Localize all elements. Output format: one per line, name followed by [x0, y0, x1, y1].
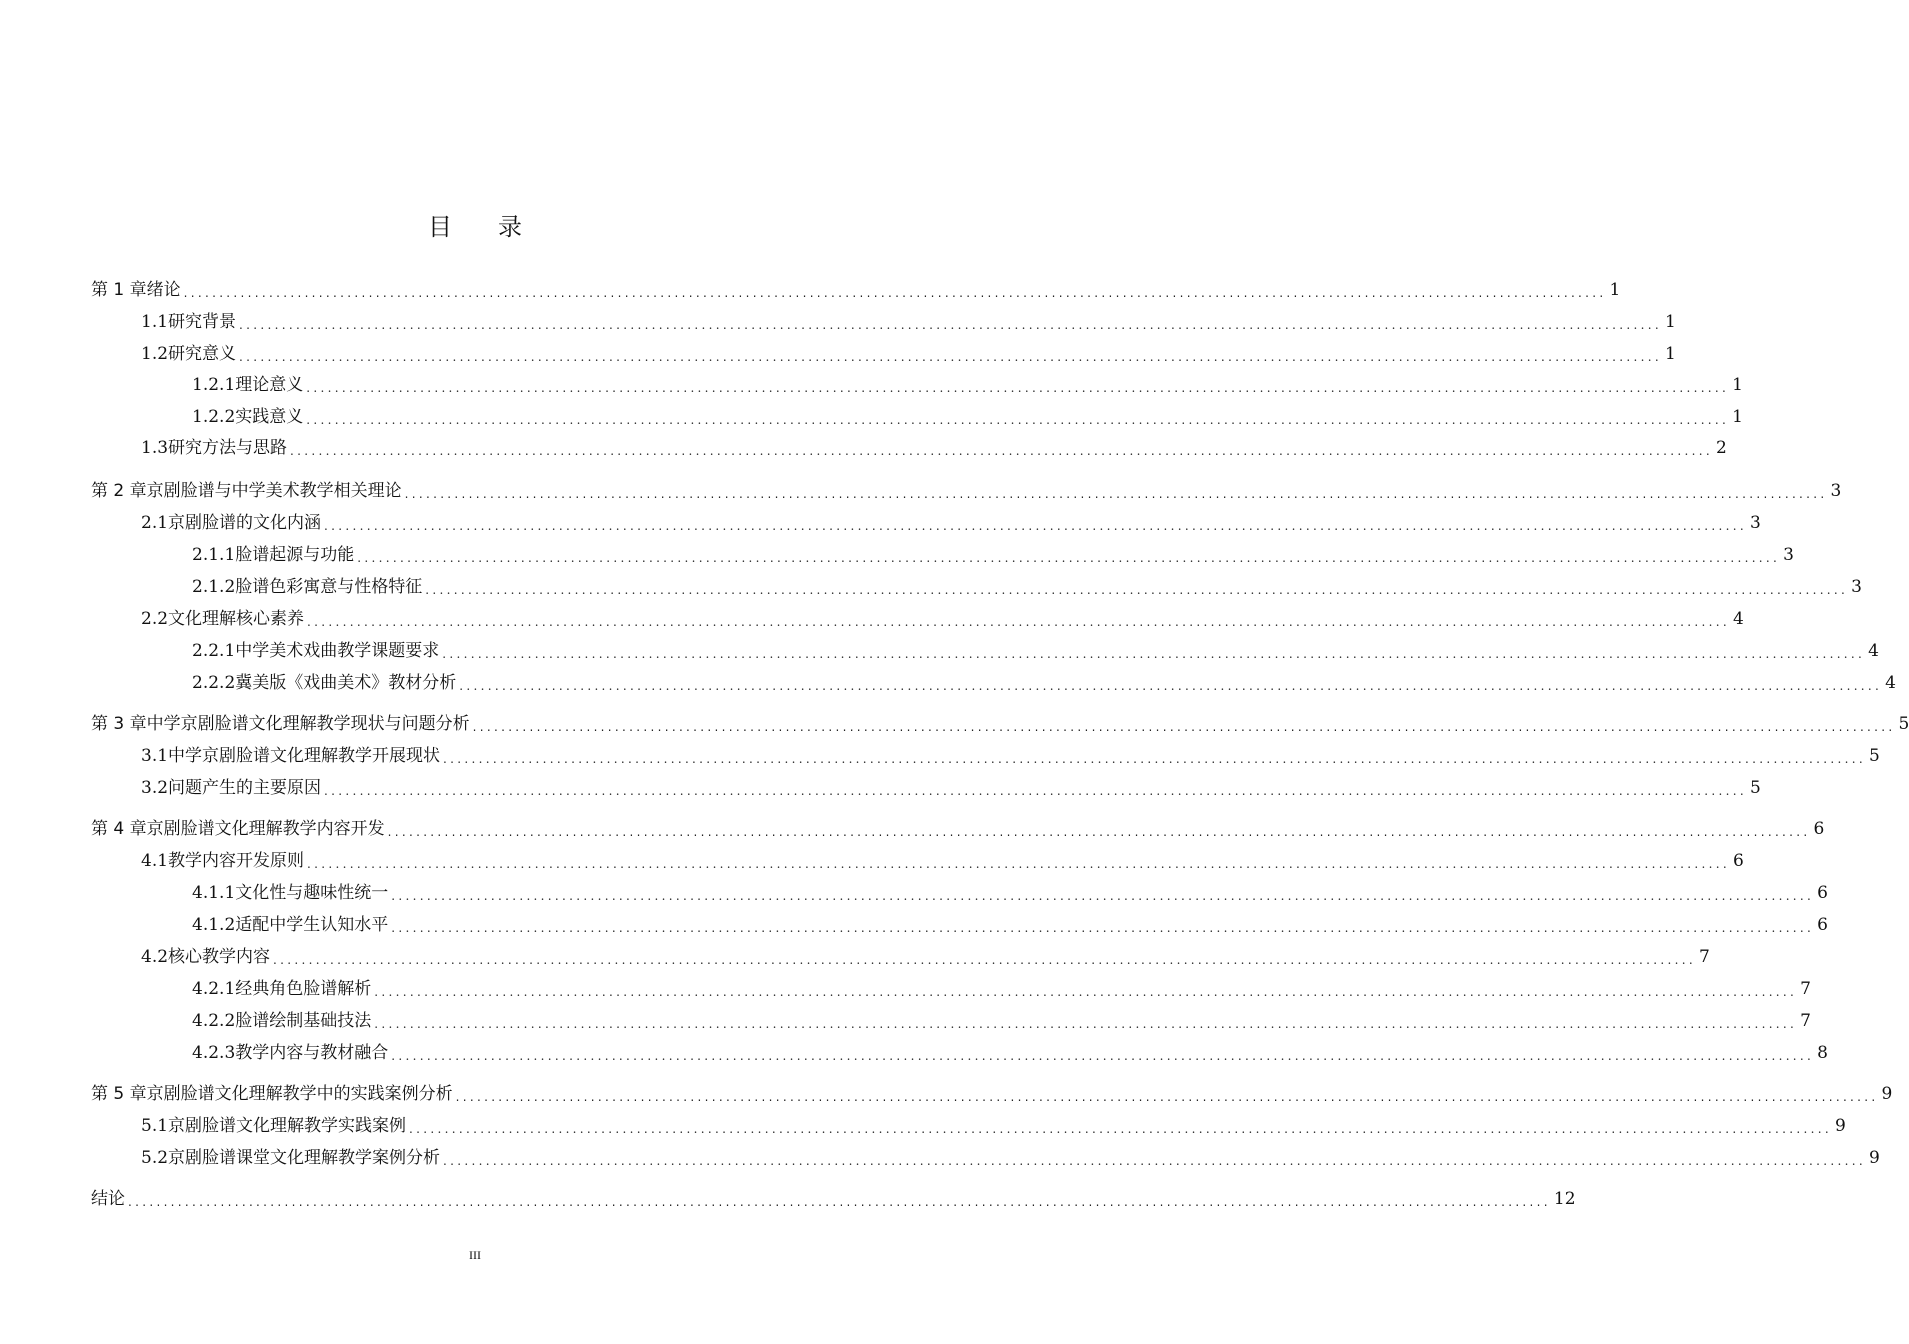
dot-leader: ........................................................................................................................................................................................................ — [273, 953, 1696, 967]
toc-entry-label: 教学内容与教材融合 — [235, 1043, 389, 1063]
toc-entry-page: 8 — [1817, 1043, 1828, 1063]
toc-entry-number: 4.2 — [141, 947, 169, 967]
dot-leader: ........................................................................................................................................................................................................ — [290, 444, 1713, 458]
toc-entry-page: 7 — [1800, 1011, 1811, 1031]
toc-entry-page: 6 — [1732, 851, 1744, 871]
toc-entry-label: 问题产生的主要原因 — [168, 778, 322, 798]
toc-entry-label: 研究意义 — [168, 344, 237, 364]
toc-entry-page: 2 — [1715, 438, 1727, 458]
dot-leader: ........................................................................................................................................................................................................ — [307, 615, 1730, 629]
toc-entry-page: 1 — [1664, 312, 1676, 332]
toc-entry[interactable] — [192, 913, 1828, 937]
toc-entry-page: 4 — [1732, 609, 1744, 629]
toc-entry[interactable] — [192, 671, 1896, 695]
toc-entry[interactable] — [192, 405, 1743, 429]
toc-entry[interactable] — [91, 1082, 1893, 1106]
toc-entry-number: 第 1 章 — [91, 280, 147, 300]
toc-entry-number: 5.2 — [141, 1148, 169, 1168]
dot-leader: ........................................................................................................................................................................................................ — [409, 1122, 1832, 1136]
toc-entry[interactable] — [192, 543, 1794, 567]
toc-title-char-1: 目 — [428, 213, 452, 241]
dot-leader: ........................................................................................................................................................................................................ — [443, 752, 1866, 766]
toc-entry-page: 12 — [1553, 1189, 1576, 1209]
toc-entry-page: 5 — [1749, 778, 1761, 798]
toc-entry[interactable] — [192, 639, 1879, 663]
toc-entry-page: 6 — [1813, 819, 1825, 839]
toc-entry[interactable] — [91, 817, 1825, 841]
toc-entry-page: 6 — [1817, 883, 1828, 903]
toc-entry-number: 4.2.3 — [192, 1043, 236, 1063]
toc-entry-label: 脸谱色彩寓意与性格特征 — [235, 577, 423, 597]
toc-entry[interactable] — [141, 607, 1744, 631]
toc-entry-page: 3 — [1749, 513, 1761, 533]
toc-entry-page: 1 — [1609, 280, 1621, 300]
toc-entry-label: 实践意义 — [235, 407, 304, 427]
toc-entry[interactable] — [141, 342, 1676, 366]
toc-entry-page: 1 — [1664, 344, 1676, 364]
toc-entry[interactable] — [141, 310, 1676, 334]
toc-entry-label: 中学美术戏曲教学课题要求 — [235, 641, 440, 661]
toc-entry[interactable] — [192, 373, 1743, 397]
toc-entry-label: 绪论 — [146, 280, 181, 300]
dot-leader: ........................................................................................................................................................................................................ — [391, 889, 1815, 903]
toc-entry-number: 1.1 — [141, 312, 169, 332]
toc-title-char-2: 录 — [498, 213, 522, 241]
toc-entry[interactable] — [141, 511, 1761, 535]
toc-entry-page: 5 — [1898, 714, 1909, 734]
toc-entry-number: 4.1 — [141, 851, 169, 871]
toc-entry-number: 第 5 章 — [91, 1084, 147, 1104]
toc-entry-page: 4 — [1868, 641, 1879, 661]
toc-entry-label: 适配中学生认知水平 — [235, 915, 389, 935]
toc-entry-label: 京剧脸谱文化理解教学实践案例 — [168, 1116, 407, 1136]
toc-entry-page: 7 — [1800, 979, 1811, 999]
toc-entry-page: 1 — [1732, 375, 1743, 395]
toc-entry-label: 京剧脸谱的文化内涵 — [168, 513, 322, 533]
dot-leader: ........................................................................................................................................................................................................ — [442, 647, 1866, 661]
toc-entry-label: 理论意义 — [235, 375, 304, 395]
toc-entry-page: 1 — [1732, 407, 1743, 427]
dot-leader: ........................................................................................................................................................................................................ — [183, 286, 1607, 300]
toc-entry-label: 中学京剧脸谱文化理解教学开展现状 — [168, 746, 441, 766]
toc-entry[interactable] — [91, 278, 1621, 302]
toc-entry-page: 7 — [1698, 947, 1710, 967]
toc-entry[interactable] — [192, 881, 1828, 905]
toc-entry-number: 2.1.2 — [192, 577, 236, 597]
toc-entry[interactable] — [91, 712, 1909, 736]
toc-entry-number: 2.1.1 — [192, 545, 236, 565]
dot-leader: ........................................................................................................................................................................................................ — [472, 720, 1896, 734]
toc-entry-page: 3 — [1783, 545, 1794, 565]
toc-entry-label: 脸谱起源与功能 — [235, 545, 355, 565]
toc-entry-number: 3.1 — [141, 746, 169, 766]
dot-leader: ........................................................................................................................................................................................................ — [374, 985, 1798, 999]
toc-entry-label: 文化性与趣味性统一 — [235, 883, 389, 903]
dot-leader: ........................................................................................................................................................................................................ — [459, 679, 1883, 693]
toc-entry-page: 9 — [1881, 1084, 1893, 1104]
toc-entry-number: 4.2.2 — [192, 1011, 236, 1031]
toc-entry-label: 研究背景 — [168, 312, 237, 332]
dot-leader: ........................................................................................................................................................................................................ — [443, 1154, 1866, 1168]
page-footer-number: III — [469, 1248, 481, 1262]
toc-entry-number: 4.2.1 — [192, 979, 236, 999]
toc-entry-number: 2.2 — [141, 609, 169, 629]
toc-entry-number: 第 4 章 — [91, 819, 147, 839]
dot-leader: ........................................................................................................................................................................................................ — [357, 551, 1781, 565]
dot-leader: ........................................................................................................................................................................................................ — [387, 825, 1811, 839]
toc-entry-number: 3.2 — [141, 778, 169, 798]
dot-leader: ........................................................................................................................................................................................................ — [391, 1049, 1815, 1063]
toc-entry-page: 9 — [1868, 1148, 1880, 1168]
toc-entry[interactable] — [141, 436, 1727, 460]
toc-entry-number: 1.3 — [141, 438, 169, 458]
dot-leader: ........................................................................................................................................................................................................ — [239, 350, 1662, 364]
dot-leader: ........................................................................................................................................................................................................ — [455, 1090, 1879, 1104]
dot-leader: ........................................................................................................................................................................................................ — [391, 921, 1815, 935]
toc-entry-label: 京剧脸谱与中学美术教学相关理论 — [146, 481, 402, 501]
toc-entry-number: 1.2 — [141, 344, 169, 364]
toc-entry-page: 5 — [1868, 746, 1880, 766]
toc-entry[interactable] — [91, 1187, 1576, 1211]
toc-entry-label: 冀美版《戏曲美术》教材分析 — [235, 673, 457, 693]
toc-entry[interactable] — [141, 776, 1761, 800]
toc-entry[interactable] — [192, 1009, 1811, 1033]
toc-entry-page: 3 — [1830, 481, 1842, 501]
toc-entry-label: 教学内容开发原则 — [168, 851, 305, 871]
toc-entry-number: 2.2.1 — [192, 641, 236, 661]
toc-entry-page: 9 — [1834, 1116, 1846, 1136]
toc-entry-label: 结论 — [91, 1189, 125, 1209]
toc-entry-number: 2.2.2 — [192, 673, 236, 693]
toc-entry[interactable] — [192, 1041, 1828, 1065]
dot-leader: ........................................................................................................................................................................................................ — [324, 784, 1747, 798]
toc-entry[interactable] — [141, 744, 1880, 768]
toc-title — [0, 207, 950, 242]
dot-leader: ........................................................................................................................................................................................................ — [324, 519, 1747, 533]
toc-entry-label: 京剧脸谱课堂文化理解教学案例分析 — [168, 1148, 441, 1168]
toc-entry-label: 文化理解核心素养 — [168, 609, 305, 629]
toc-entry-page: 6 — [1817, 915, 1828, 935]
toc-entry-label: 京剧脸谱文化理解教学中的实践案例分析 — [146, 1084, 453, 1104]
dot-leader: ........................................................................................................................................................................................................ — [404, 487, 1828, 501]
toc-entry-number: 第 2 章 — [91, 481, 147, 501]
toc-entry-label: 京剧脸谱文化理解教学内容开发 — [146, 819, 385, 839]
toc-entry[interactable] — [141, 1146, 1880, 1170]
toc-entry-label: 核心教学内容 — [168, 947, 271, 967]
toc-entry[interactable] — [192, 575, 1862, 599]
toc-entry-number: 2.1 — [141, 513, 169, 533]
toc-entry-label: 研究方法与思路 — [168, 438, 288, 458]
toc-entry-number: 1.2.1 — [192, 375, 236, 395]
dot-leader: ........................................................................................................................................................................................................ — [425, 583, 1849, 597]
dot-leader: ........................................................................................................................................................................................................ — [306, 413, 1730, 427]
dot-leader: ........................................................................................................................................................................................................ — [239, 318, 1662, 332]
dot-leader: ........................................................................................................................................................................................................ — [128, 1195, 1551, 1209]
toc-entry[interactable] — [141, 1114, 1846, 1138]
dot-leader: ........................................................................................................................................................................................................ — [307, 857, 1730, 871]
toc-entry[interactable] — [192, 977, 1811, 1001]
toc-entry-label: 中学京剧脸谱文化理解教学现状与问题分析 — [146, 714, 470, 734]
toc-entry-label: 经典角色脸谱解析 — [235, 979, 372, 999]
toc-entry-number: 4.1.1 — [192, 883, 236, 903]
dot-leader: ........................................................................................................................................................................................................ — [306, 381, 1730, 395]
toc-entry-number: 第 3 章 — [91, 714, 147, 734]
toc-entry-label: 脸谱绘制基础技法 — [235, 1011, 372, 1031]
toc-entry[interactable] — [91, 479, 1842, 503]
toc-entry[interactable] — [141, 945, 1710, 969]
dot-leader: ........................................................................................................................................................................................................ — [374, 1017, 1798, 1031]
toc-entry-number: 4.1.2 — [192, 915, 236, 935]
toc-entry-page: 4 — [1885, 673, 1896, 693]
toc-entry-number: 1.2.2 — [192, 407, 236, 427]
toc-entry-number: 5.1 — [141, 1116, 169, 1136]
toc-entry[interactable] — [141, 849, 1744, 873]
toc-entry-page: 3 — [1851, 577, 1862, 597]
